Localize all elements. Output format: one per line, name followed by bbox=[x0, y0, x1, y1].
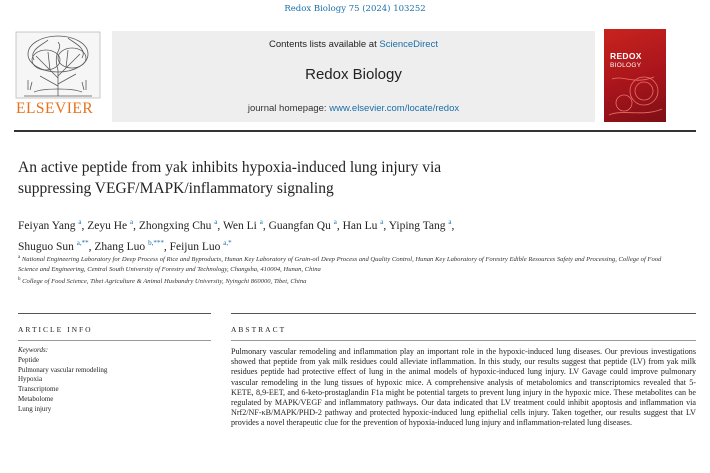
affiliation-marker[interactable]: a,* bbox=[223, 239, 232, 247]
author[interactable] bbox=[170, 241, 232, 253]
title-line-2: suppressing VEGF/MAPK/inflammatory signaling bbox=[18, 180, 334, 197]
abstract-text: Pulmonary vascular remodeling and inflammation play an important role in the hypoxic-induced lung diseases. Our previous investigations showed that peptide from yak milk residues could alleviate inflammation. In this study, our results suggest that peptide (LV) from yak milk residues peptide had protective effect of lung in the animal models of hypoxic-induced lung injury. LV Gavage could improve pulmonary vascular remodeling in the lung tissues of hypoxic mice. A comprehensive analysis of metabolomics and transcriptomics revealed that 5-KETE, 8,9-EET, and 6-keto-prostaglandin F1a might be potential targets to prevent lung injury in the hypoxic mice. These metabolites can be regulated by MAPK/VEGF and inflammatory pathways. Our data indicated that LV treatment could inhibit apoptosis and inflammation via Nrf2/NF-κB/MAPK/PHD-2 pathway and protected hypoxic-induced lung epithelial cells injury. Taken together, our results suggest that LV provides a novel therapeutic clue for the prevention of hypoxia-induced lung injury and inflammation-related lung diseases. bbox=[231, 347, 696, 428]
author[interactable] bbox=[269, 220, 337, 232]
author-name: Han Lu bbox=[342, 220, 378, 232]
affiliation-text: College of Food Science, Tibet Agriculture & Animal Husbandry University, Nyingchi 860000, Tibet, China bbox=[22, 278, 307, 285]
affiliation-item bbox=[18, 275, 678, 287]
homepage-prefix: journal homepage: bbox=[247, 103, 330, 114]
journal-reference[interactable]: Redox Biology 75 (2024) 103252 bbox=[284, 4, 426, 14]
affiliation-text: National Engineering Laboratory for Deep Process of Rice and Byproducts, Hunan Key Laboratory of Grain-oil Deep Process and Quality Control, Hunan Key Laboratory of Forestry Edible Resources Safety and Processing, College of Food Science and Engineering, Central South University of Forestry and Technology, Changsha, 410004, Hunan, China bbox=[18, 256, 662, 273]
author-name: Zeyu He bbox=[87, 220, 128, 232]
keyword-item: Lung injury bbox=[18, 404, 52, 413]
abstract-rule bbox=[231, 340, 696, 341]
contents-prefix: Contents lists available at bbox=[269, 39, 380, 50]
author-name: Guangfan Qu bbox=[268, 220, 331, 232]
affiliation-marker[interactable]: a bbox=[380, 218, 384, 226]
keyword-item: Transcriptome bbox=[18, 385, 59, 394]
elsevier-wordmark[interactable]: ELSEVIER bbox=[16, 100, 94, 117]
affiliation-marker[interactable]: a bbox=[130, 218, 134, 226]
author[interactable] bbox=[87, 220, 133, 232]
journal-header-box bbox=[112, 31, 595, 122]
author-name: Feiyan Yang bbox=[18, 220, 76, 232]
author-list: Feiyan Yang $^a$, Zeyu He $^a$, Zhongxing Chu $^a$, Wen Li $^a$, Guangfan Qu $^a$, Han Lu $^a$, Yiping Tang $^a$, Shuguo Sun $^{a,**}$, Zhang Luo $^{b,***}$, Feijun Luo $^{a,*}$ bbox=[18, 218, 455, 253]
keywords-label: Keywords: bbox=[18, 346, 49, 354]
author[interactable] bbox=[139, 220, 218, 232]
affiliations bbox=[18, 253, 678, 287]
author-name: Yiping Tang bbox=[388, 220, 446, 232]
keywords-block bbox=[18, 346, 208, 415]
keyword-item: Hypoxia bbox=[18, 375, 43, 384]
homepage-line bbox=[112, 103, 595, 114]
abstract-top-rule bbox=[231, 313, 696, 314]
author-name: Wen Li bbox=[222, 220, 257, 232]
abstract-heading: ABSTRACT bbox=[231, 325, 287, 334]
author[interactable] bbox=[223, 220, 263, 232]
affiliation-marker[interactable]: a bbox=[333, 218, 337, 226]
journal-name: Redox Biology bbox=[305, 66, 402, 83]
cover-title-line2: BIOLOGY bbox=[610, 62, 642, 69]
keyword-item: Pulmonary vascular remodeling bbox=[18, 365, 108, 374]
article-info-heading: ARTICLE INFO bbox=[18, 325, 93, 334]
cover-pattern-icon bbox=[604, 29, 666, 122]
affiliation-marker[interactable]: a bbox=[259, 218, 263, 226]
keyword-item: Metabolome bbox=[18, 394, 54, 403]
affiliation-marker[interactable]: a bbox=[214, 218, 218, 226]
author-name: Shuguo Sun bbox=[18, 241, 74, 253]
author[interactable] bbox=[389, 220, 452, 232]
contents-line bbox=[112, 39, 595, 50]
cover-title-line1: REDOX bbox=[610, 51, 642, 61]
author[interactable] bbox=[343, 220, 384, 232]
affiliation-item bbox=[18, 253, 678, 275]
author[interactable] bbox=[18, 220, 82, 232]
author-name: Zhang Luo bbox=[94, 241, 146, 253]
journal-homepage-link[interactable]: www.elsevier.com/locate/redox bbox=[329, 103, 460, 114]
author[interactable] bbox=[18, 241, 89, 253]
affiliation-marker[interactable]: a bbox=[78, 218, 82, 226]
affiliation-marker[interactable]: b,*** bbox=[148, 239, 164, 247]
author[interactable] bbox=[94, 241, 163, 253]
title-line-1: An active peptide from yak inhibits hypoxia-induced lung injury via bbox=[18, 159, 442, 176]
author-name: Zhongxing Chu bbox=[138, 220, 212, 232]
author-name: Feijun Luo bbox=[169, 241, 221, 253]
article-info-top-rule bbox=[18, 313, 211, 314]
affiliation-label: a bbox=[18, 255, 21, 260]
affiliation-label: b bbox=[18, 277, 21, 282]
article-title bbox=[18, 157, 698, 199]
affiliation-marker[interactable]: a,** bbox=[76, 239, 89, 247]
journal-cover-thumbnail[interactable] bbox=[604, 29, 666, 122]
article-info-rule bbox=[18, 340, 211, 341]
sciencedirect-link[interactable]: ScienceDirect bbox=[379, 39, 438, 50]
affiliation-marker[interactable]: a bbox=[448, 218, 452, 226]
header-divider bbox=[14, 130, 696, 132]
keyword-item: Peptide bbox=[18, 355, 39, 364]
